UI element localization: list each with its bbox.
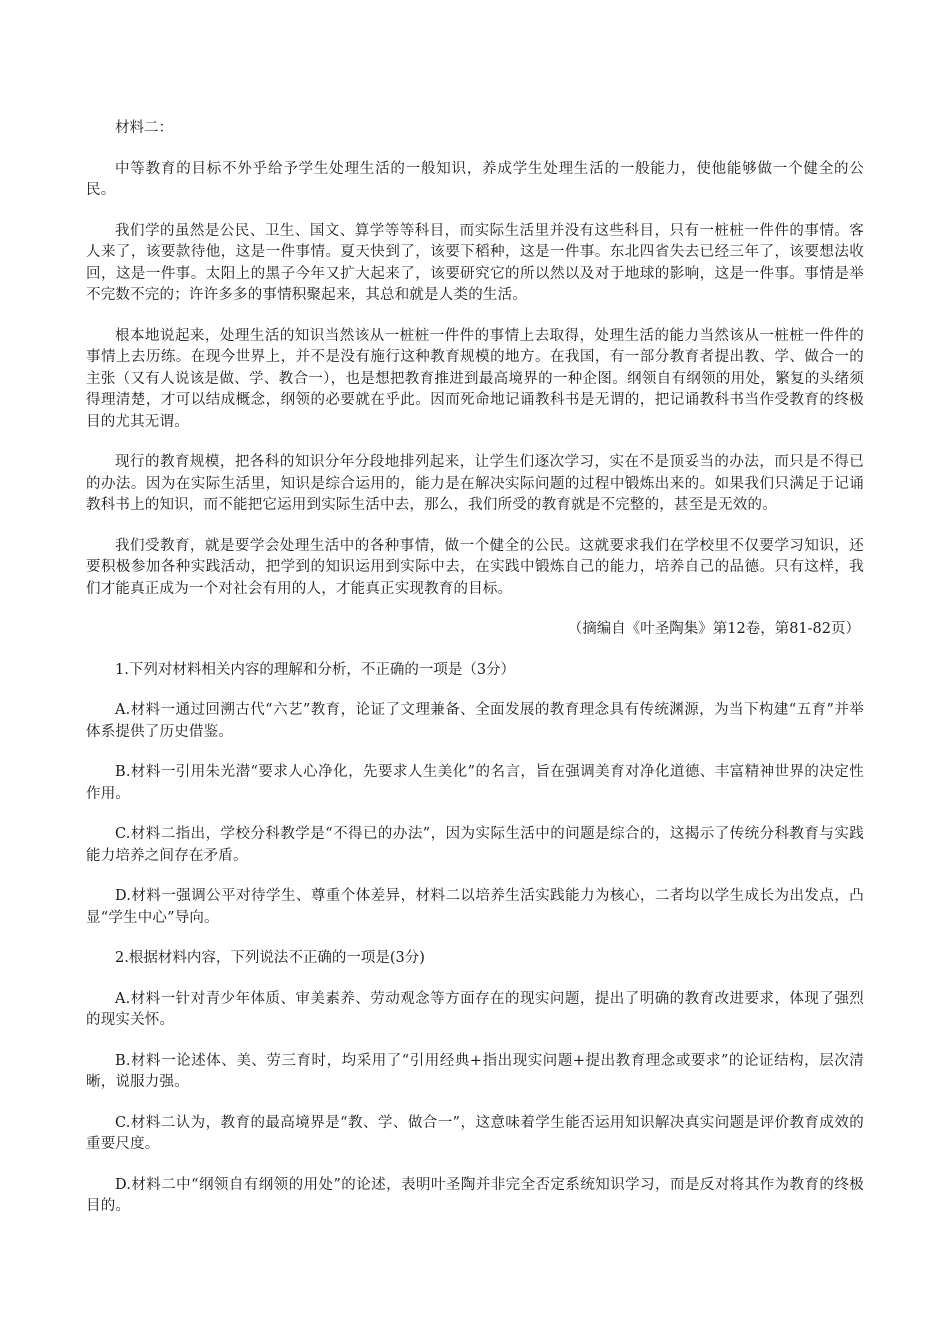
material-paragraph: 我们受教育，就是要学会处理生活中的各种事情，做一个健全的公民。这就要求我们在学校里不仅要学习知识，还要积极参加各种实践活动，把学到的知识运用到实际中去，在实践中锻炼自己的能力，培养自己的品德。只有这样，我们才能真正成为一个对社会有用的人，才能真正实现教育的目标。: [86, 537, 864, 597]
material-paragraph: 中等教育的目标不外乎给予学生处理生活的一般知识，养成学生处理生活的一般能力，使他能够做一个健全的公民。: [86, 160, 864, 198]
material-source: （摘编自《叶圣陶集》第12卷，第81-82页）: [567, 621, 860, 637]
question-1: [86, 660, 864, 930]
question-stem: 2.根据材料内容，下列说法不正确的一项是(3分): [115, 950, 425, 966]
material-paragraph: 现行的教育规模，把各科的知识分年分段地排列起来，让学生们逐次学习，实在不是顶妥当的办法，而只是不得已的办法。因为在实际生活里，知识是综合运用的，能力是在解决实际问题的过程中锻炼出来的。如果我们只满足于记诵教科书上的知识，而不能把它运用到实际生活中去，那么，我们所受的教育就是不完整的，甚至是无效的。: [86, 454, 864, 513]
option-b: B.材料一论述体、美、劳三育时，均采用了“引用经典+指出现实问题+提出教育理念或要求”的论证结构，层次清晰，说服力强。: [86, 1052, 864, 1090]
option-d: D.材料一强调公平对待学生、尊重个体差异，材料二以培养生活实践能力为核心，二者均以学生成长为出发点，凸显“学生中心”导向。: [86, 888, 864, 926]
option-d: D.材料二中“纲领自有纲领的用处”的论述，表明叶圣陶并非完全否定系统知识学习，而是反对将其作为教育的终极目的。: [86, 1176, 864, 1214]
material-paragraph: 我们学的虽然是公民、卫生、国文、算学等等科目，而实际生活里并没有这些科目，只有一桩桩一件件的事情。客人来了，该要款待他，这是一件事情。夏天快到了，该要下稻种，这是一件事。东北四省失去已经三年了，该要想法收回，这是一件事。太阳上的黑子今年又扩大起来了，该要研究它的所以然以及对于地球的影响，这是一件事。事情是举不完数不完的；许许多多的事情积聚起来，其总和就是人类的生活。: [86, 222, 864, 303]
option-a: A.材料一通过回溯古代“六艺”教育，论证了文理兼备、全面发展的教育理念具有传统渊源，为当下构建“五育”并举体系提供了历史借鉴。: [86, 702, 864, 740]
question-stem: 1.下列对材料相关内容的理解和分析，不正确的一项是（3分）: [115, 661, 516, 678]
material-heading: 材料二：: [115, 120, 173, 136]
option-c: C.材料二认为，教育的最高境界是“教、学、做合一”，这意味着学生能否运用知识解决真实问题是评价教育成效的重要尺度。: [86, 1114, 864, 1152]
option-a: A.材料一针对青少年体质、审美素养、劳动观念等方面存在的现实问题，提出了明确的教育改进要求，体现了强烈的现实关怀。: [86, 990, 864, 1028]
material-paragraph: 根本地说起来，处理生活的知识当然该从一桩桩一件件的事情上去取得，处理生活的能力当然该从一桩桩一件件的事情上去历练。在现今世界上，并不是没有施行这种教育规模的地方。在我国，有一部分教育者提出教、学、做合一的主张（又有人说该是做、学、教合一），也是想把教育推进到最高境界的一种企图。纲领自有纲领的用处，繁复的头绪须得理清楚，才可以结成概念，纲领的必要就在乎此。因而死命地记诵教科书是无谓的，把记诵教科书当作受教育的终极目的尤其无谓。: [86, 327, 864, 430]
option-b: B.材料一引用朱光潜“要求人心净化，先要求人生美化”的名言，旨在强调美育对净化道德、丰富精神世界的决定性作用。: [86, 764, 864, 802]
question-2: [86, 948, 864, 1218]
option-c: C.材料二指出，学校分科教学是“不得已的办法”，因为实际生活中的问题是综合的，这揭示了传统分科教育与实践能力培养之间存在矛盾。: [86, 826, 864, 864]
